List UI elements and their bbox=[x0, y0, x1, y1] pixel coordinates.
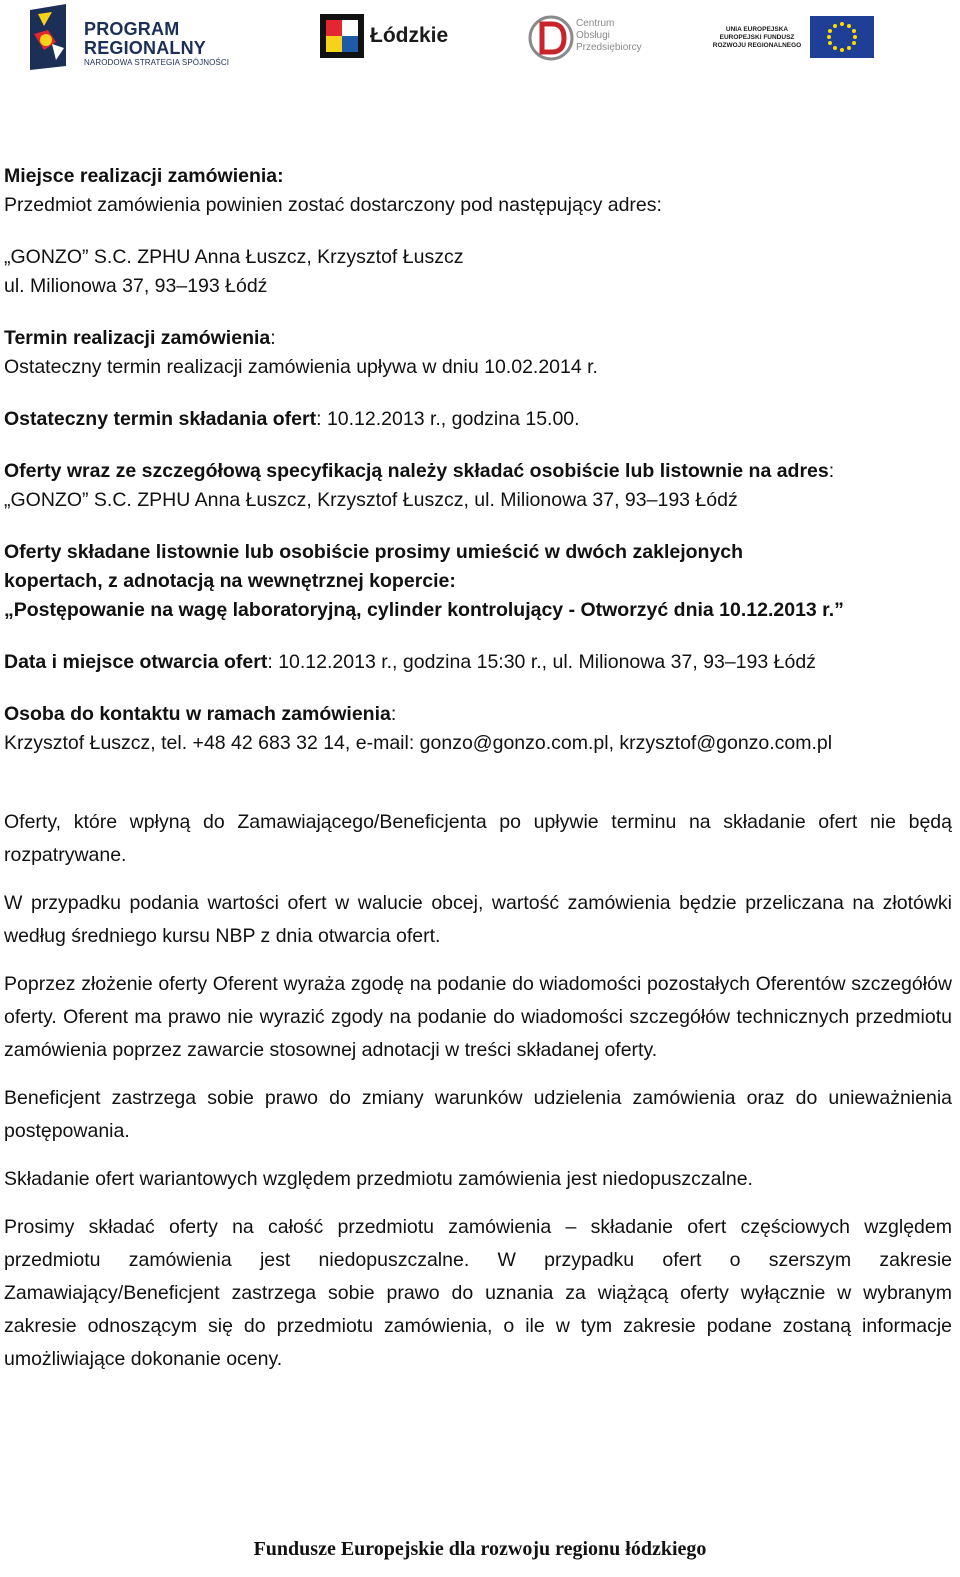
cop-logo bbox=[528, 14, 642, 64]
kontakt-heading bbox=[4, 700, 952, 729]
eu-line3: ROZWOJU REGIONALNEGO bbox=[712, 42, 802, 49]
skladanie-line bbox=[4, 405, 952, 434]
eu-line1: UNIA EUROPEJSKA bbox=[725, 26, 789, 33]
oferty-colon: : bbox=[828, 460, 835, 482]
termin-colon: : bbox=[270, 327, 276, 349]
kontakt-label: Osoba do kontaktu w ramach zamówienia bbox=[4, 703, 391, 725]
termin-heading bbox=[4, 324, 952, 353]
kontakt-text: Krzysztof Łuszcz, tel. +48 42 683 32 14, e-mail: gonzo@gonzo.com.pl, krzysztof@gonzo.com.pl bbox=[4, 732, 833, 754]
kontakt-colon: : bbox=[390, 703, 397, 725]
koperty-line3: „Postępowanie na wagę laboratoryjną, cylinder kontrolujący - Otworzyć dnia 10.12.2013 r.” bbox=[4, 599, 844, 621]
oferty-heading bbox=[4, 457, 952, 486]
program-regionalny-subtitle: NARODOWA STRATEGIA SPÓJNOŚCI bbox=[84, 58, 230, 67]
oferty-label: Oferty wraz ze szczegółową specyfikacją należy składać osobiście lub listownie na adres bbox=[4, 460, 829, 482]
miejsce-text: Przedmiot zamówienia powinien zostać dostarczony pod następujący adres: bbox=[4, 194, 662, 216]
lodzkie-logo bbox=[320, 14, 449, 62]
otwarcie-line bbox=[4, 648, 952, 677]
cop-line3: Przedsiębiorcy bbox=[576, 42, 642, 53]
address-line1: „GONZO” S.C. ZPHU Anna Łuszcz, Krzysztof Łuszcz bbox=[4, 246, 464, 268]
eu-text bbox=[706, 26, 808, 50]
otwarcie-text: : 10.12.2013 r., godzina 15:30 r., ul. Milionowa 37, 93–193 Łódź bbox=[267, 651, 816, 673]
program-regionalny-logo bbox=[26, 4, 246, 70]
paragraph-foreign-currency: W przypadku podania wartości ofert w walucie obcej, wartość zamówienia będzie przeliczana na złotówki według średniego kursu NBP z dnia otwarcia ofert. bbox=[4, 892, 952, 947]
eu-line2: EUROPEJSKI FUNDUSZ bbox=[719, 34, 795, 41]
skladanie-label: Ostateczny termin składania ofert bbox=[4, 408, 317, 430]
koperty-line1: Oferty składane listownie lub osobiście prosimy umieścić w dwóch zaklejonych bbox=[4, 541, 744, 563]
skladanie-text: : 10.12.2013 r., godzina 15.00. bbox=[316, 408, 580, 430]
paragraph-late-offers: Oferty, które wpłyną do Zamawiającego/Beneficjenta po upływie terminu na składanie ofert nie będą rozpatrywane. bbox=[4, 811, 952, 866]
program-regionalny-emblem-icon bbox=[26, 4, 82, 70]
paragraph-variants: Składanie ofert wariantowych względem przedmiotu zamówienia jest niedopuszczalne. bbox=[4, 1168, 753, 1190]
oferty-address: „GONZO” S.C. ZPHU Anna Łuszcz, Krzysztof Łuszcz, ul. Milionowa 37, 93–193 Łódź bbox=[4, 489, 738, 511]
cop-line2: Obsługi bbox=[576, 30, 610, 41]
cop-line1: Centrum bbox=[576, 18, 615, 29]
otwarcie-label: Data i miejsce otwarcia ofert bbox=[4, 651, 268, 673]
eu-logo bbox=[706, 16, 876, 62]
miejsce-heading: Miejsce realizacji zamówienia: bbox=[4, 165, 284, 187]
header-logos bbox=[0, 0, 960, 80]
paragraph-partial-offers: Prosimy składać oferty na całość przedmiotu zamówienia – składanie ofert częściowych względem przedmiotu zamówienia jest niedopuszczalne. W przypadku ofert o szerszym zakresie Zamawiający/Beneficjent zastrzega sobie prawo do uznania za wiążącą oferty wyłącznie w wybranym zakresie odnoszącym się do przedmiotu zamówienia, o ile w tym zakresie podane zostaną informacje umożliwiające dokonanie oceny. bbox=[4, 1216, 952, 1370]
paragraph-rights: Beneficjent zastrzega sobie prawo do zmiany warunków udzielenia zamówienia oraz do unieważnienia postępowania. bbox=[4, 1087, 952, 1142]
lodzkie-emblem-icon bbox=[320, 14, 364, 58]
termin-label: Termin realizacji zamówienia bbox=[4, 327, 271, 349]
eu-flag-icon bbox=[810, 16, 874, 58]
lodzkie-text: Łódzkie bbox=[370, 24, 449, 47]
cop-text bbox=[576, 18, 642, 54]
termin-text: Ostateczny termin realizacji zamówienia upływa w dniu 10.02.2014 r. bbox=[4, 356, 598, 378]
koperty-line2: kopertach, z adnotacją na wewnętrznej kopercie: bbox=[4, 570, 456, 592]
program-regionalny-line1: PROGRAM bbox=[84, 19, 180, 39]
document-content bbox=[4, 162, 952, 1391]
program-regionalny-line2: REGIONALNY bbox=[84, 38, 207, 58]
paragraph-consent: Poprzez złożenie oferty Oferent wyraża zgodę na podanie do wiadomości pozostałych Oferentów szczegółów oferty. Oferent ma prawo nie wyrazić zgody na podanie do wiadomości szczegółów technicznych przedmiotu zamówienia poprzez zawarcie stosownej adnotacji w treści składanej oferty. bbox=[4, 973, 952, 1061]
program-regionalny-title bbox=[84, 20, 206, 58]
cop-emblem-icon bbox=[528, 14, 574, 62]
footer-text: Fundusze Europejskie dla rozwoju regionu łódzkiego bbox=[253, 1538, 707, 1560]
address-line2: ul. Milionowa 37, 93–193 Łódź bbox=[4, 275, 268, 297]
